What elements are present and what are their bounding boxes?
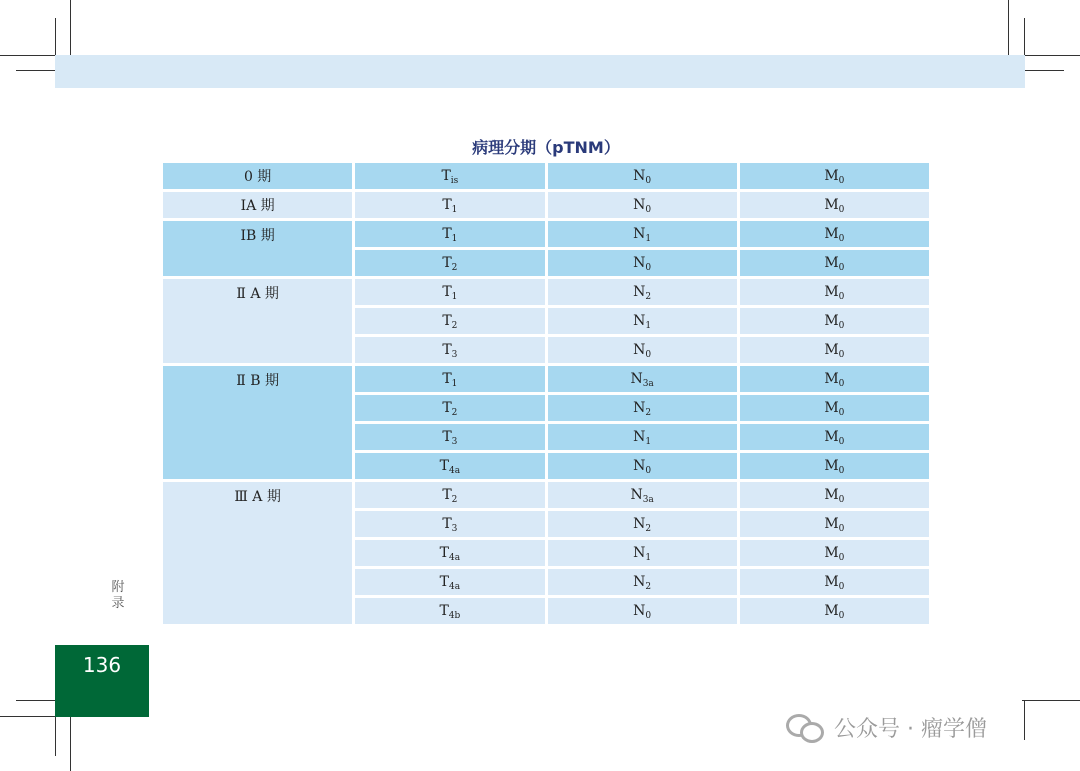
n-cell: $N_0$ — [546, 249, 738, 278]
t-cell: $T_1$ — [354, 365, 546, 394]
stage-cell: Ⅱ A 期 — [162, 278, 354, 365]
side-label-char: 附 — [111, 580, 125, 595]
t-cell: $T_{4b}$ — [354, 597, 546, 626]
crop-mark — [70, 0, 71, 58]
crop-mark — [55, 716, 56, 756]
n-cell: $N_0$ — [546, 191, 738, 220]
crop-mark — [55, 18, 56, 58]
n-cell: $N_0$ — [546, 336, 738, 365]
t-cell: $T_{4a}$ — [354, 539, 546, 568]
table-row — [162, 162, 931, 191]
t-cell: $T_{4a}$ — [354, 568, 546, 597]
t-cell: $T_{4a}$ — [354, 452, 546, 481]
staging-table — [160, 160, 932, 627]
crop-mark — [1024, 700, 1025, 740]
stage-cell: IB 期 — [162, 220, 354, 278]
n-cell: $N_1$ — [546, 539, 738, 568]
table-row — [162, 278, 931, 307]
m-cell: $M_0$ — [738, 568, 930, 597]
crop-mark — [1008, 0, 1009, 58]
crop-mark — [1022, 700, 1080, 701]
m-cell: $M_0$ — [738, 423, 930, 452]
crop-mark — [1022, 55, 1080, 56]
n-cell: $N_0$ — [546, 452, 738, 481]
n-cell: $N_2$ — [546, 278, 738, 307]
m-cell: $M_0$ — [738, 249, 930, 278]
crop-mark — [1024, 70, 1064, 71]
n-cell: $N_1$ — [546, 220, 738, 249]
watermark-text: 公众号 · 瘤学僧 — [834, 716, 987, 742]
n-cell: $N_2$ — [546, 568, 738, 597]
crop-mark — [70, 716, 71, 771]
stage-cell: Ⅱ B 期 — [162, 365, 354, 481]
t-cell: $T_1$ — [354, 220, 546, 249]
crop-mark — [1024, 18, 1025, 58]
t-cell: $T_2$ — [354, 249, 546, 278]
n-cell: $N_{3a}$ — [546, 365, 738, 394]
t-cell: $T_3$ — [354, 510, 546, 539]
m-cell: $M_0$ — [738, 481, 930, 510]
m-cell: $M_0$ — [738, 597, 930, 626]
m-cell: $M_0$ — [738, 162, 930, 191]
m-cell: $M_0$ — [738, 307, 930, 336]
table-row — [162, 481, 931, 510]
m-cell: $M_0$ — [738, 278, 930, 307]
t-cell: $T_3$ — [354, 423, 546, 452]
n-cell: $N_{3a}$ — [546, 481, 738, 510]
m-cell: $M_0$ — [738, 394, 930, 423]
stage-cell: IA 期 — [162, 191, 354, 220]
n-cell: $N_1$ — [546, 307, 738, 336]
page-number: 136 — [82, 653, 122, 677]
n-cell: $N_1$ — [546, 423, 738, 452]
table-row — [162, 191, 931, 220]
n-cell: $N_0$ — [546, 597, 738, 626]
table-title: 病理分期（pTNM） — [472, 138, 620, 157]
t-cell: $T_2$ — [354, 307, 546, 336]
t-cell: $T_{is}$ — [354, 162, 546, 191]
t-cell: $T_1$ — [354, 191, 546, 220]
n-cell: $N_2$ — [546, 394, 738, 423]
table-row — [162, 220, 931, 249]
crop-mark — [16, 700, 56, 701]
table-row — [162, 365, 931, 394]
m-cell: $M_0$ — [738, 336, 930, 365]
m-cell: $M_0$ — [738, 510, 930, 539]
crop-mark — [16, 70, 56, 71]
watermark — [786, 710, 987, 744]
t-cell: $T_3$ — [354, 336, 546, 365]
m-cell: $M_0$ — [738, 220, 930, 249]
m-cell: $M_0$ — [738, 539, 930, 568]
t-cell: $T_1$ — [354, 278, 546, 307]
appendix-side-label — [110, 580, 126, 612]
side-label-char: 录 — [111, 596, 125, 611]
t-cell: $T_2$ — [354, 394, 546, 423]
n-cell: $N_2$ — [546, 510, 738, 539]
stage-cell: Ⅲ A 期 — [162, 481, 354, 626]
n-cell: $N_0$ — [546, 162, 738, 191]
crop-mark — [0, 716, 58, 717]
m-cell: $M_0$ — [738, 365, 930, 394]
header-band — [55, 55, 1025, 88]
m-cell: $M_0$ — [738, 452, 930, 481]
crop-mark — [0, 55, 58, 56]
m-cell: $M_0$ — [738, 191, 930, 220]
stage-cell: 0 期 — [162, 162, 354, 191]
page-number-box — [55, 645, 149, 717]
wechat-icon — [786, 712, 826, 742]
t-cell: $T_2$ — [354, 481, 546, 510]
